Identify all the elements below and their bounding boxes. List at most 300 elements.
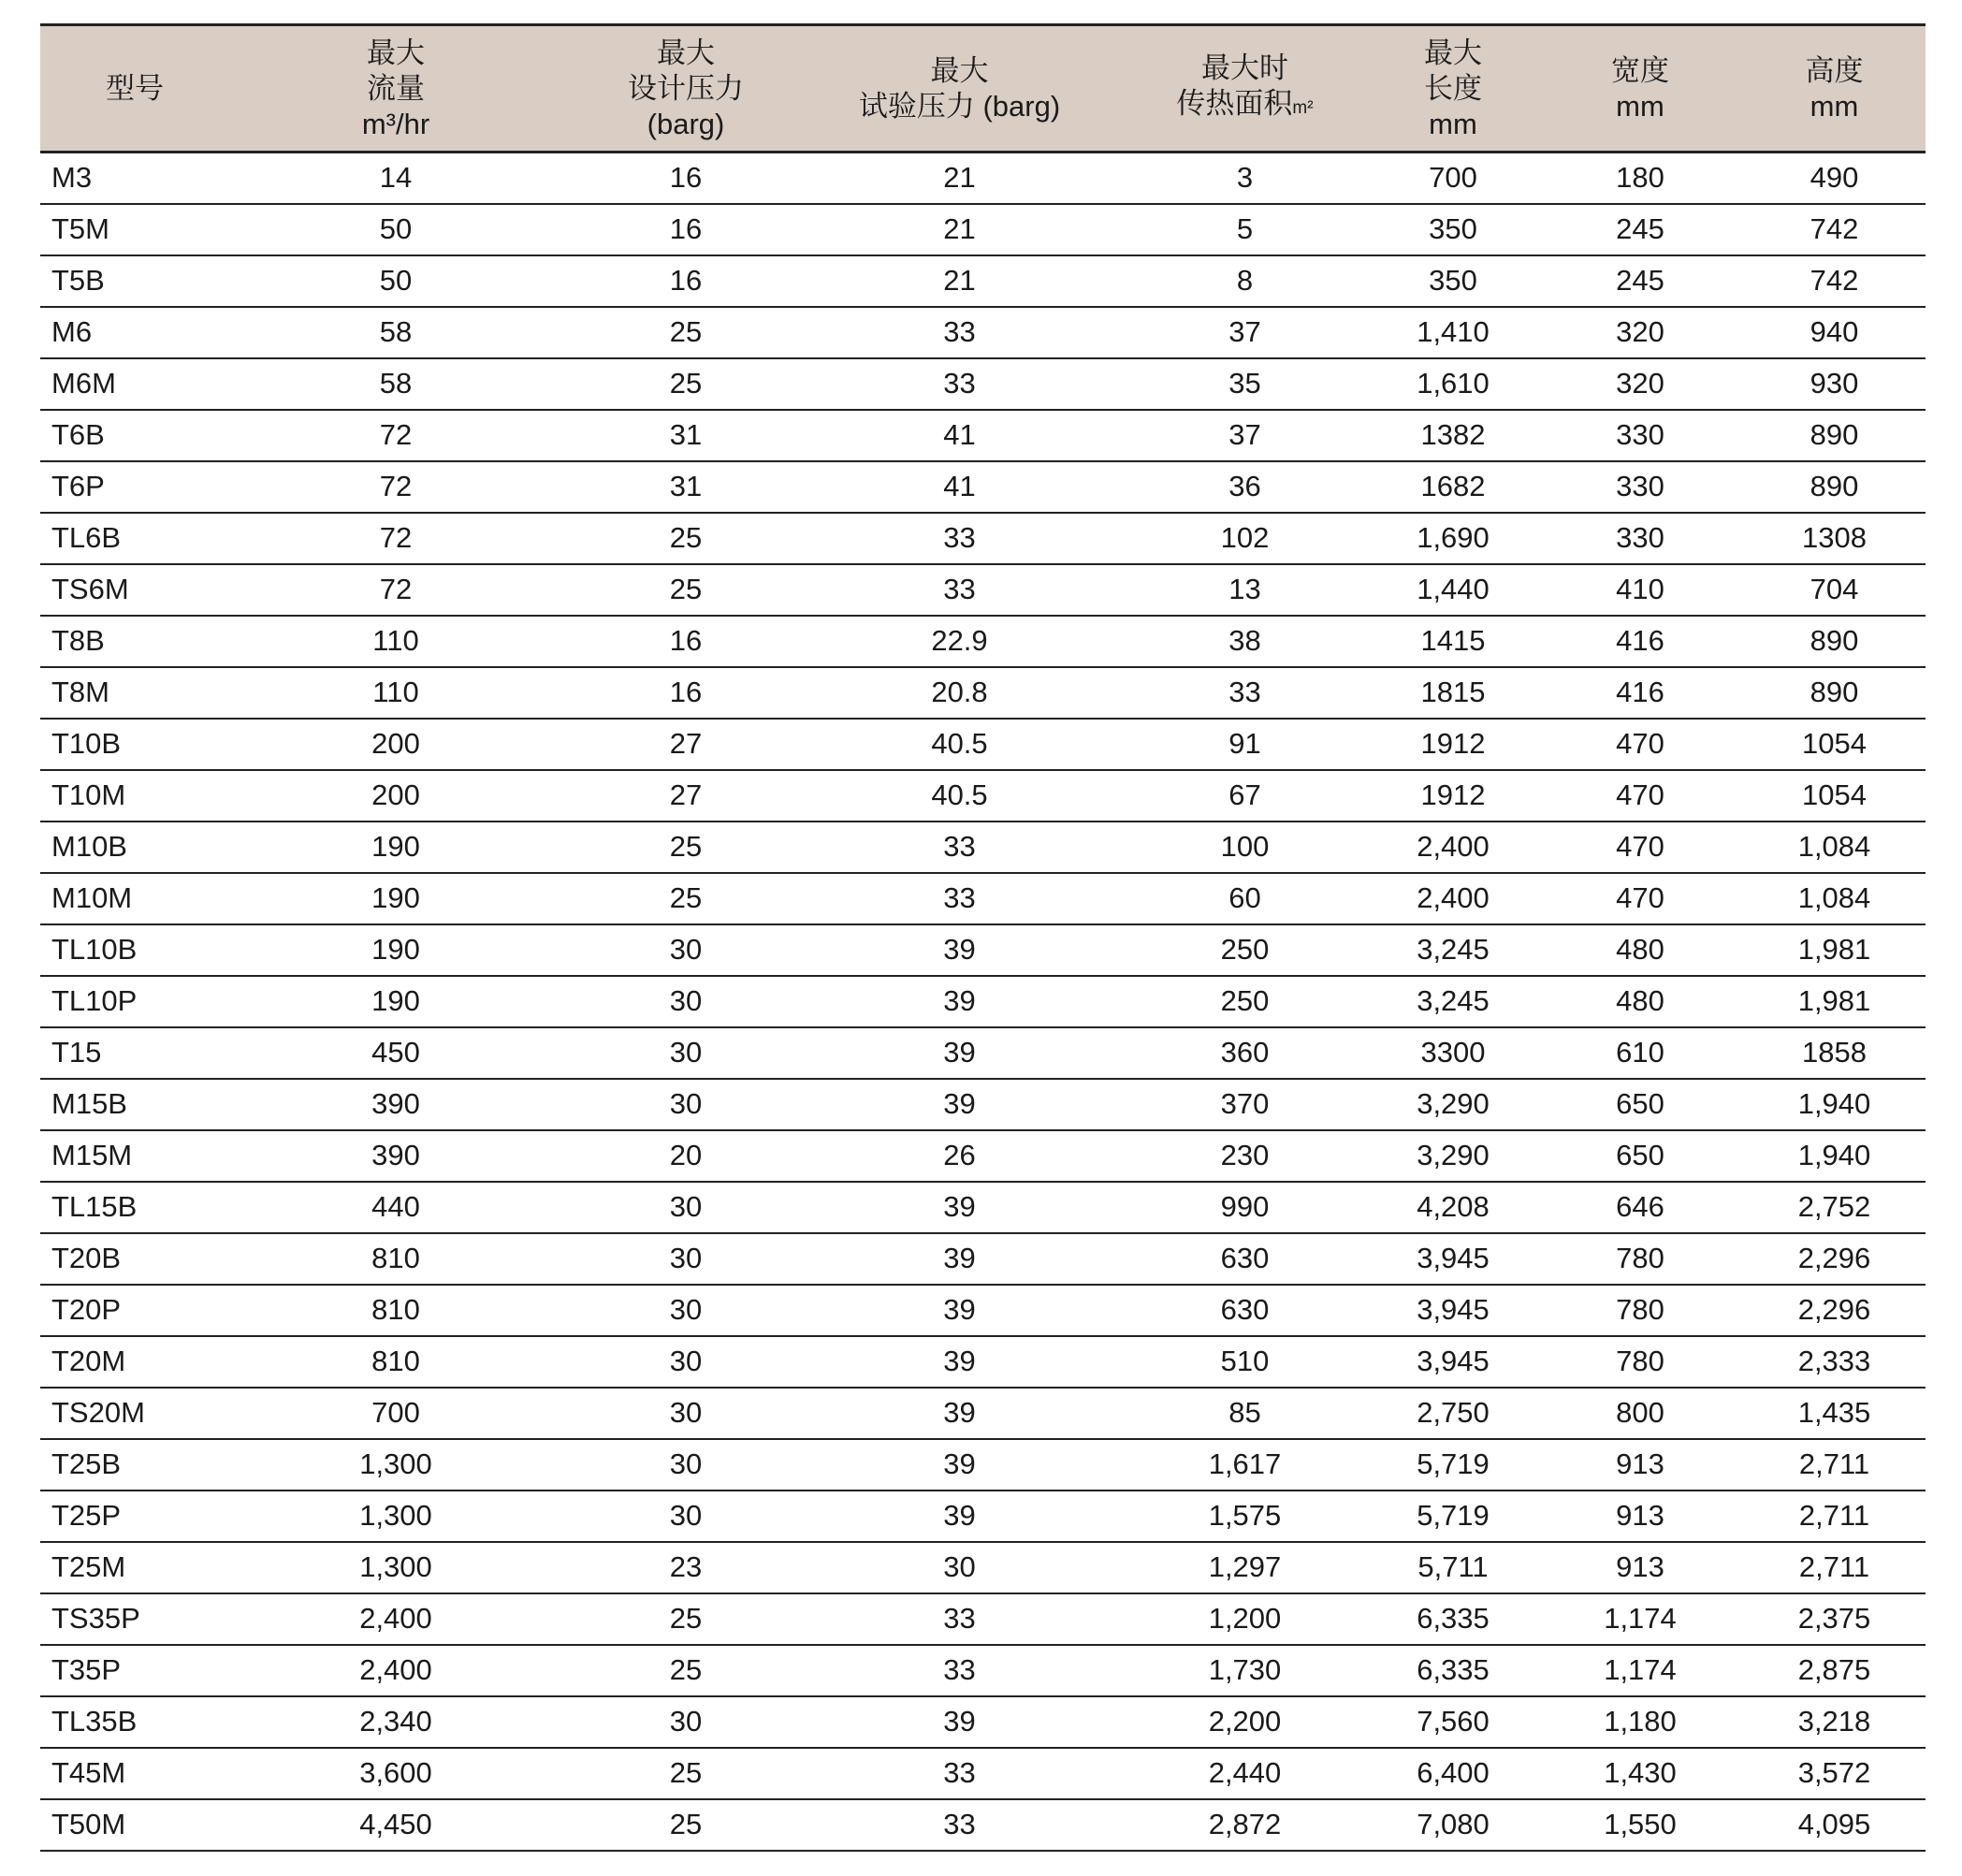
cell-max-length: 1,410: [1369, 307, 1537, 358]
cell-model: TL10P: [40, 976, 218, 1027]
cell-max-length: 6,400: [1369, 1748, 1537, 1799]
cell-heat-transfer-area: 630: [1121, 1233, 1369, 1285]
col-header-heat-transfer-area: 最大时 传热面积m²: [1121, 25, 1369, 153]
cell-max-length: 1,690: [1369, 513, 1537, 564]
cell-width: 330: [1537, 410, 1743, 461]
cell-max-flow: 390: [218, 1130, 574, 1182]
cell-width: 913: [1537, 1542, 1743, 1593]
cell-model: TL6B: [40, 513, 218, 564]
cell-max-flow: 110: [218, 667, 574, 719]
cell-design-pressure: 25: [574, 358, 798, 410]
cell-height: 3,218: [1743, 1696, 1926, 1748]
cell-max-flow: 110: [218, 616, 574, 667]
cell-heat-transfer-area: 370: [1121, 1079, 1369, 1130]
cell-model: T45M: [40, 1748, 218, 1799]
cell-max-length: 6,335: [1369, 1593, 1537, 1645]
col-header-test-pressure: 最大 试验压力 (barg): [798, 25, 1121, 153]
cell-model: T8B: [40, 616, 218, 667]
col-header-model: 型号: [40, 25, 218, 153]
cell-design-pressure: 25: [574, 822, 798, 873]
cell-height: 2,375: [1743, 1593, 1926, 1645]
cell-design-pressure: 16: [574, 204, 798, 255]
cell-max-length: 700: [1369, 153, 1537, 204]
cell-model: T25P: [40, 1491, 218, 1542]
cell-model: M15M: [40, 1130, 218, 1182]
cell-heat-transfer-area: 91: [1121, 719, 1369, 770]
cell-heat-transfer-area: 35: [1121, 358, 1369, 410]
cell-design-pressure: 30: [574, 1182, 798, 1233]
cell-max-flow: 14: [218, 153, 574, 204]
cell-model: M6: [40, 307, 218, 358]
cell-width: 480: [1537, 924, 1743, 976]
cell-heat-transfer-area: 2,440: [1121, 1748, 1369, 1799]
cell-max-length: 2,750: [1369, 1388, 1537, 1439]
cell-height: 940: [1743, 307, 1926, 358]
cell-width: 330: [1537, 513, 1743, 564]
cell-height: 890: [1743, 616, 1926, 667]
cell-heat-transfer-area: 102: [1121, 513, 1369, 564]
cell-max-length: 7,080: [1369, 1799, 1537, 1851]
cell-design-pressure: 25: [574, 1748, 798, 1799]
cell-design-pressure: 30: [574, 1388, 798, 1439]
cell-height: 890: [1743, 410, 1926, 461]
cell-heat-transfer-area: 510: [1121, 1336, 1369, 1388]
cell-heat-transfer-area: 1,730: [1121, 1645, 1369, 1696]
table-row: [40, 461, 1926, 513]
cell-max-length: 7,560: [1369, 1696, 1537, 1748]
cell-test-pressure: 30: [798, 1542, 1121, 1593]
cell-height: 742: [1743, 204, 1926, 255]
cell-max-length: 1815: [1369, 667, 1537, 719]
cell-heat-transfer-area: 8: [1121, 255, 1369, 307]
cell-design-pressure: 30: [574, 976, 798, 1027]
cell-max-flow: 72: [218, 564, 574, 616]
cell-heat-transfer-area: 13: [1121, 564, 1369, 616]
cell-heat-transfer-area: 37: [1121, 307, 1369, 358]
cell-test-pressure: 39: [798, 1336, 1121, 1388]
cell-test-pressure: 33: [798, 358, 1121, 410]
table-row: [40, 1336, 1926, 1388]
cell-max-flow: 72: [218, 513, 574, 564]
cell-width: 470: [1537, 873, 1743, 924]
cell-design-pressure: 25: [574, 1645, 798, 1696]
cell-model: T20M: [40, 1336, 218, 1388]
cell-max-flow: 3,600: [218, 1748, 574, 1799]
cell-model: T20B: [40, 1233, 218, 1285]
cell-width: 416: [1537, 667, 1743, 719]
cell-height: 1,940: [1743, 1079, 1926, 1130]
cell-max-flow: 440: [218, 1182, 574, 1233]
cell-height: 890: [1743, 667, 1926, 719]
col-header-design-pressure: 最大 设计压力 (barg): [574, 25, 798, 153]
cell-design-pressure: 16: [574, 616, 798, 667]
cell-height: 1,084: [1743, 822, 1926, 873]
cell-heat-transfer-area: 1,617: [1121, 1439, 1369, 1491]
cell-max-length: 3300: [1369, 1027, 1537, 1079]
cell-width: 780: [1537, 1336, 1743, 1388]
area-unit: m²: [1292, 98, 1314, 118]
cell-test-pressure: 39: [798, 1491, 1121, 1542]
cell-max-length: 2,400: [1369, 822, 1537, 873]
cell-design-pressure: 30: [574, 924, 798, 976]
cell-width: 245: [1537, 255, 1743, 307]
cell-max-length: 1,440: [1369, 564, 1537, 616]
cell-test-pressure: 39: [798, 1027, 1121, 1079]
cell-max-length: 5,719: [1369, 1491, 1537, 1542]
cell-width: 646: [1537, 1182, 1743, 1233]
cell-width: 1,180: [1537, 1696, 1743, 1748]
table-row: [40, 822, 1926, 873]
cell-test-pressure: 22.9: [798, 616, 1121, 667]
cell-model: TL15B: [40, 1182, 218, 1233]
table-row: [40, 1233, 1926, 1285]
cell-max-length: 5,711: [1369, 1542, 1537, 1593]
cell-test-pressure: 39: [798, 1285, 1121, 1336]
cell-heat-transfer-area: 38: [1121, 616, 1369, 667]
cell-design-pressure: 16: [574, 153, 798, 204]
cell-height: 1,981: [1743, 976, 1926, 1027]
cell-max-flow: 72: [218, 461, 574, 513]
cell-max-length: 3,245: [1369, 976, 1537, 1027]
cell-height: 1054: [1743, 770, 1926, 822]
cell-heat-transfer-area: 3: [1121, 153, 1369, 204]
cell-max-flow: 58: [218, 307, 574, 358]
cell-max-flow: 72: [218, 410, 574, 461]
cell-model: TL35B: [40, 1696, 218, 1748]
cell-max-flow: 2,400: [218, 1645, 574, 1696]
cell-test-pressure: 33: [798, 307, 1121, 358]
cell-height: 2,711: [1743, 1542, 1926, 1593]
cell-design-pressure: 25: [574, 1799, 798, 1851]
cell-heat-transfer-area: 85: [1121, 1388, 1369, 1439]
table-row: [40, 1027, 1926, 1079]
cell-heat-transfer-area: 1,200: [1121, 1593, 1369, 1645]
cell-test-pressure: 33: [798, 873, 1121, 924]
cell-test-pressure: 39: [798, 924, 1121, 976]
cell-width: 180: [1537, 153, 1743, 204]
table-row: [40, 1388, 1926, 1439]
cell-model: M15B: [40, 1079, 218, 1130]
cell-max-flow: 190: [218, 976, 574, 1027]
header-row: [40, 25, 1926, 153]
table-row: [40, 616, 1926, 667]
cell-design-pressure: 30: [574, 1079, 798, 1130]
cell-height: 1,981: [1743, 924, 1926, 976]
cell-model: M3: [40, 153, 218, 204]
cell-heat-transfer-area: 60: [1121, 873, 1369, 924]
cell-model: T25B: [40, 1439, 218, 1491]
cell-max-length: 350: [1369, 255, 1537, 307]
cell-height: 2,296: [1743, 1233, 1926, 1285]
cell-height: 2,752: [1743, 1182, 1926, 1233]
cell-model: TS6M: [40, 564, 218, 616]
cell-design-pressure: 25: [574, 564, 798, 616]
cell-heat-transfer-area: 250: [1121, 976, 1369, 1027]
cell-height: 704: [1743, 564, 1926, 616]
cell-model: T20P: [40, 1285, 218, 1336]
table-row: [40, 719, 1926, 770]
cell-height: 1308: [1743, 513, 1926, 564]
cell-max-flow: 4,450: [218, 1799, 574, 1851]
cell-design-pressure: 30: [574, 1439, 798, 1491]
cell-max-length: 3,245: [1369, 924, 1537, 976]
col-header-max-length: 最大 长度 mm: [1369, 25, 1537, 153]
table-body: [40, 153, 1926, 1851]
cell-max-flow: 810: [218, 1336, 574, 1388]
cell-width: 913: [1537, 1439, 1743, 1491]
table-row: [40, 307, 1926, 358]
table-row: [40, 667, 1926, 719]
cell-width: 330: [1537, 461, 1743, 513]
cell-heat-transfer-area: 2,872: [1121, 1799, 1369, 1851]
cell-height: 1,435: [1743, 1388, 1926, 1439]
table-row: [40, 1799, 1926, 1851]
cell-width: 1,550: [1537, 1799, 1743, 1851]
cell-width: 480: [1537, 976, 1743, 1027]
cell-width: 1,430: [1537, 1748, 1743, 1799]
table-row: [40, 976, 1926, 1027]
cell-width: 650: [1537, 1079, 1743, 1130]
cell-heat-transfer-area: 2,200: [1121, 1696, 1369, 1748]
cell-test-pressure: 33: [798, 1799, 1121, 1851]
spec-table: [40, 23, 1926, 1852]
cell-design-pressure: 25: [574, 1593, 798, 1645]
cell-max-flow: 1,300: [218, 1542, 574, 1593]
cell-test-pressure: 21: [798, 204, 1121, 255]
cell-heat-transfer-area: 360: [1121, 1027, 1369, 1079]
table-row: [40, 1593, 1926, 1645]
cell-max-length: 1912: [1369, 770, 1537, 822]
table-row: [40, 924, 1926, 976]
cell-model: TS35P: [40, 1593, 218, 1645]
cell-test-pressure: 21: [798, 153, 1121, 204]
cell-model: T10M: [40, 770, 218, 822]
cell-height: 2,711: [1743, 1439, 1926, 1491]
cell-model: T6B: [40, 410, 218, 461]
table-row: [40, 564, 1926, 616]
cell-test-pressure: 39: [798, 1079, 1121, 1130]
cell-height: 930: [1743, 358, 1926, 410]
cell-model: T35P: [40, 1645, 218, 1696]
cell-width: 780: [1537, 1233, 1743, 1285]
cell-heat-transfer-area: 250: [1121, 924, 1369, 976]
cell-design-pressure: 30: [574, 1336, 798, 1388]
cell-design-pressure: 25: [574, 513, 798, 564]
cell-max-length: 350: [1369, 204, 1537, 255]
cell-model: T6P: [40, 461, 218, 513]
cell-test-pressure: 33: [798, 1593, 1121, 1645]
cell-max-length: 5,719: [1369, 1439, 1537, 1491]
cell-height: 890: [1743, 461, 1926, 513]
cell-width: 610: [1537, 1027, 1743, 1079]
cell-design-pressure: 16: [574, 667, 798, 719]
cell-height: 2,711: [1743, 1491, 1926, 1542]
cell-test-pressure: 39: [798, 1182, 1121, 1233]
table-row: [40, 358, 1926, 410]
cell-test-pressure: 39: [798, 1388, 1121, 1439]
cell-heat-transfer-area: 33: [1121, 667, 1369, 719]
cell-max-length: 1912: [1369, 719, 1537, 770]
cell-test-pressure: 41: [798, 461, 1121, 513]
cell-heat-transfer-area: 5: [1121, 204, 1369, 255]
cell-heat-transfer-area: 1,297: [1121, 1542, 1369, 1593]
table-row: [40, 204, 1926, 255]
cell-max-length: 3,945: [1369, 1233, 1537, 1285]
cell-width: 470: [1537, 770, 1743, 822]
cell-test-pressure: 39: [798, 1233, 1121, 1285]
cell-width: 320: [1537, 358, 1743, 410]
cell-max-flow: 50: [218, 255, 574, 307]
cell-height: 742: [1743, 255, 1926, 307]
cell-max-length: 2,400: [1369, 873, 1537, 924]
cell-max-length: 3,945: [1369, 1285, 1537, 1336]
cell-model: T5M: [40, 204, 218, 255]
cell-design-pressure: 23: [574, 1542, 798, 1593]
cell-width: 245: [1537, 204, 1743, 255]
table-row: [40, 1542, 1926, 1593]
cell-model: T5B: [40, 255, 218, 307]
cell-test-pressure: 33: [798, 1748, 1121, 1799]
cell-width: 410: [1537, 564, 1743, 616]
col-header-height: 高度 mm: [1743, 25, 1926, 153]
cell-max-length: 3,945: [1369, 1336, 1537, 1388]
cell-test-pressure: 26: [798, 1130, 1121, 1182]
cell-heat-transfer-area: 37: [1121, 410, 1369, 461]
table-row: [40, 1491, 1926, 1542]
cell-width: 470: [1537, 719, 1743, 770]
cell-design-pressure: 30: [574, 1491, 798, 1542]
cell-test-pressure: 40.5: [798, 719, 1121, 770]
cell-max-flow: 390: [218, 1079, 574, 1130]
cell-test-pressure: 33: [798, 513, 1121, 564]
cell-max-length: 6,335: [1369, 1645, 1537, 1696]
table-row: [40, 1130, 1926, 1182]
cell-design-pressure: 16: [574, 255, 798, 307]
cell-height: 2,296: [1743, 1285, 1926, 1336]
cell-test-pressure: 39: [798, 1439, 1121, 1491]
cell-max-flow: 2,400: [218, 1593, 574, 1645]
table-row: [40, 153, 1926, 204]
cell-design-pressure: 25: [574, 873, 798, 924]
cell-height: 3,572: [1743, 1748, 1926, 1799]
cell-heat-transfer-area: 230: [1121, 1130, 1369, 1182]
cell-test-pressure: 40.5: [798, 770, 1121, 822]
cell-height: 1858: [1743, 1027, 1926, 1079]
cell-test-pressure: 39: [798, 1696, 1121, 1748]
cell-test-pressure: 41: [798, 410, 1121, 461]
cell-height: 490: [1743, 153, 1926, 204]
cell-design-pressure: 30: [574, 1027, 798, 1079]
cell-height: 2,333: [1743, 1336, 1926, 1388]
cell-width: 320: [1537, 307, 1743, 358]
cell-height: 1,940: [1743, 1130, 1926, 1182]
cell-max-flow: 190: [218, 822, 574, 873]
cell-height: 4,095: [1743, 1799, 1926, 1851]
cell-height: 1054: [1743, 719, 1926, 770]
cell-width: 416: [1537, 616, 1743, 667]
cell-model: TL10B: [40, 924, 218, 976]
cell-heat-transfer-area: 1,575: [1121, 1491, 1369, 1542]
cell-design-pressure: 31: [574, 410, 798, 461]
cell-design-pressure: 25: [574, 307, 798, 358]
table-row: [40, 410, 1926, 461]
cell-design-pressure: 27: [574, 719, 798, 770]
table-row: [40, 873, 1926, 924]
cell-design-pressure: 30: [574, 1696, 798, 1748]
cell-model: M6M: [40, 358, 218, 410]
cell-max-flow: 190: [218, 873, 574, 924]
cell-max-flow: 450: [218, 1027, 574, 1079]
cell-max-flow: 1,300: [218, 1439, 574, 1491]
col-header-max-flow: 最大 流量 m³/hr: [218, 25, 574, 153]
cell-width: 650: [1537, 1130, 1743, 1182]
cell-width: 913: [1537, 1491, 1743, 1542]
cell-max-length: 1415: [1369, 616, 1537, 667]
cell-test-pressure: 33: [798, 564, 1121, 616]
cell-test-pressure: 33: [798, 822, 1121, 873]
cell-heat-transfer-area: 36: [1121, 461, 1369, 513]
col-header-width: 宽度 mm: [1537, 25, 1743, 153]
table-row: [40, 1079, 1926, 1130]
cell-max-flow: 50: [218, 204, 574, 255]
cell-design-pressure: 27: [574, 770, 798, 822]
cell-max-length: 1682: [1369, 461, 1537, 513]
cell-max-length: 4,208: [1369, 1182, 1537, 1233]
cell-heat-transfer-area: 67: [1121, 770, 1369, 822]
cell-model: M10B: [40, 822, 218, 873]
table-row: [40, 513, 1926, 564]
table-row: [40, 1696, 1926, 1748]
cell-max-length: 1,610: [1369, 358, 1537, 410]
cell-width: 1,174: [1537, 1645, 1743, 1696]
cell-max-flow: 810: [218, 1285, 574, 1336]
cell-heat-transfer-area: 100: [1121, 822, 1369, 873]
cell-heat-transfer-area: 990: [1121, 1182, 1369, 1233]
cell-max-length: 3,290: [1369, 1130, 1537, 1182]
cell-max-length: 1382: [1369, 410, 1537, 461]
cell-max-length: 3,290: [1369, 1079, 1537, 1130]
cell-model: TS20M: [40, 1388, 218, 1439]
cell-max-flow: 58: [218, 358, 574, 410]
cell-max-flow: 190: [218, 924, 574, 976]
cell-max-flow: 700: [218, 1388, 574, 1439]
cell-width: 1,174: [1537, 1593, 1743, 1645]
table-row: [40, 255, 1926, 307]
cell-model: T10B: [40, 719, 218, 770]
cell-width: 780: [1537, 1285, 1743, 1336]
cell-design-pressure: 31: [574, 461, 798, 513]
cell-design-pressure: 20: [574, 1130, 798, 1182]
table-row: [40, 1182, 1926, 1233]
table-row: [40, 1439, 1926, 1491]
table-row: [40, 1645, 1926, 1696]
table-row: [40, 770, 1926, 822]
cell-test-pressure: 39: [798, 976, 1121, 1027]
cell-max-flow: 810: [218, 1233, 574, 1285]
cell-max-flow: 200: [218, 770, 574, 822]
cell-model: T50M: [40, 1799, 218, 1851]
cell-test-pressure: 20.8: [798, 667, 1121, 719]
cell-width: 470: [1537, 822, 1743, 873]
cell-test-pressure: 33: [798, 1645, 1121, 1696]
cell-test-pressure: 21: [798, 255, 1121, 307]
cell-design-pressure: 30: [574, 1285, 798, 1336]
cell-width: 800: [1537, 1388, 1743, 1439]
cell-height: 1,084: [1743, 873, 1926, 924]
cell-model: M10M: [40, 873, 218, 924]
cell-max-flow: 2,340: [218, 1696, 574, 1748]
cell-model: T15: [40, 1027, 218, 1079]
